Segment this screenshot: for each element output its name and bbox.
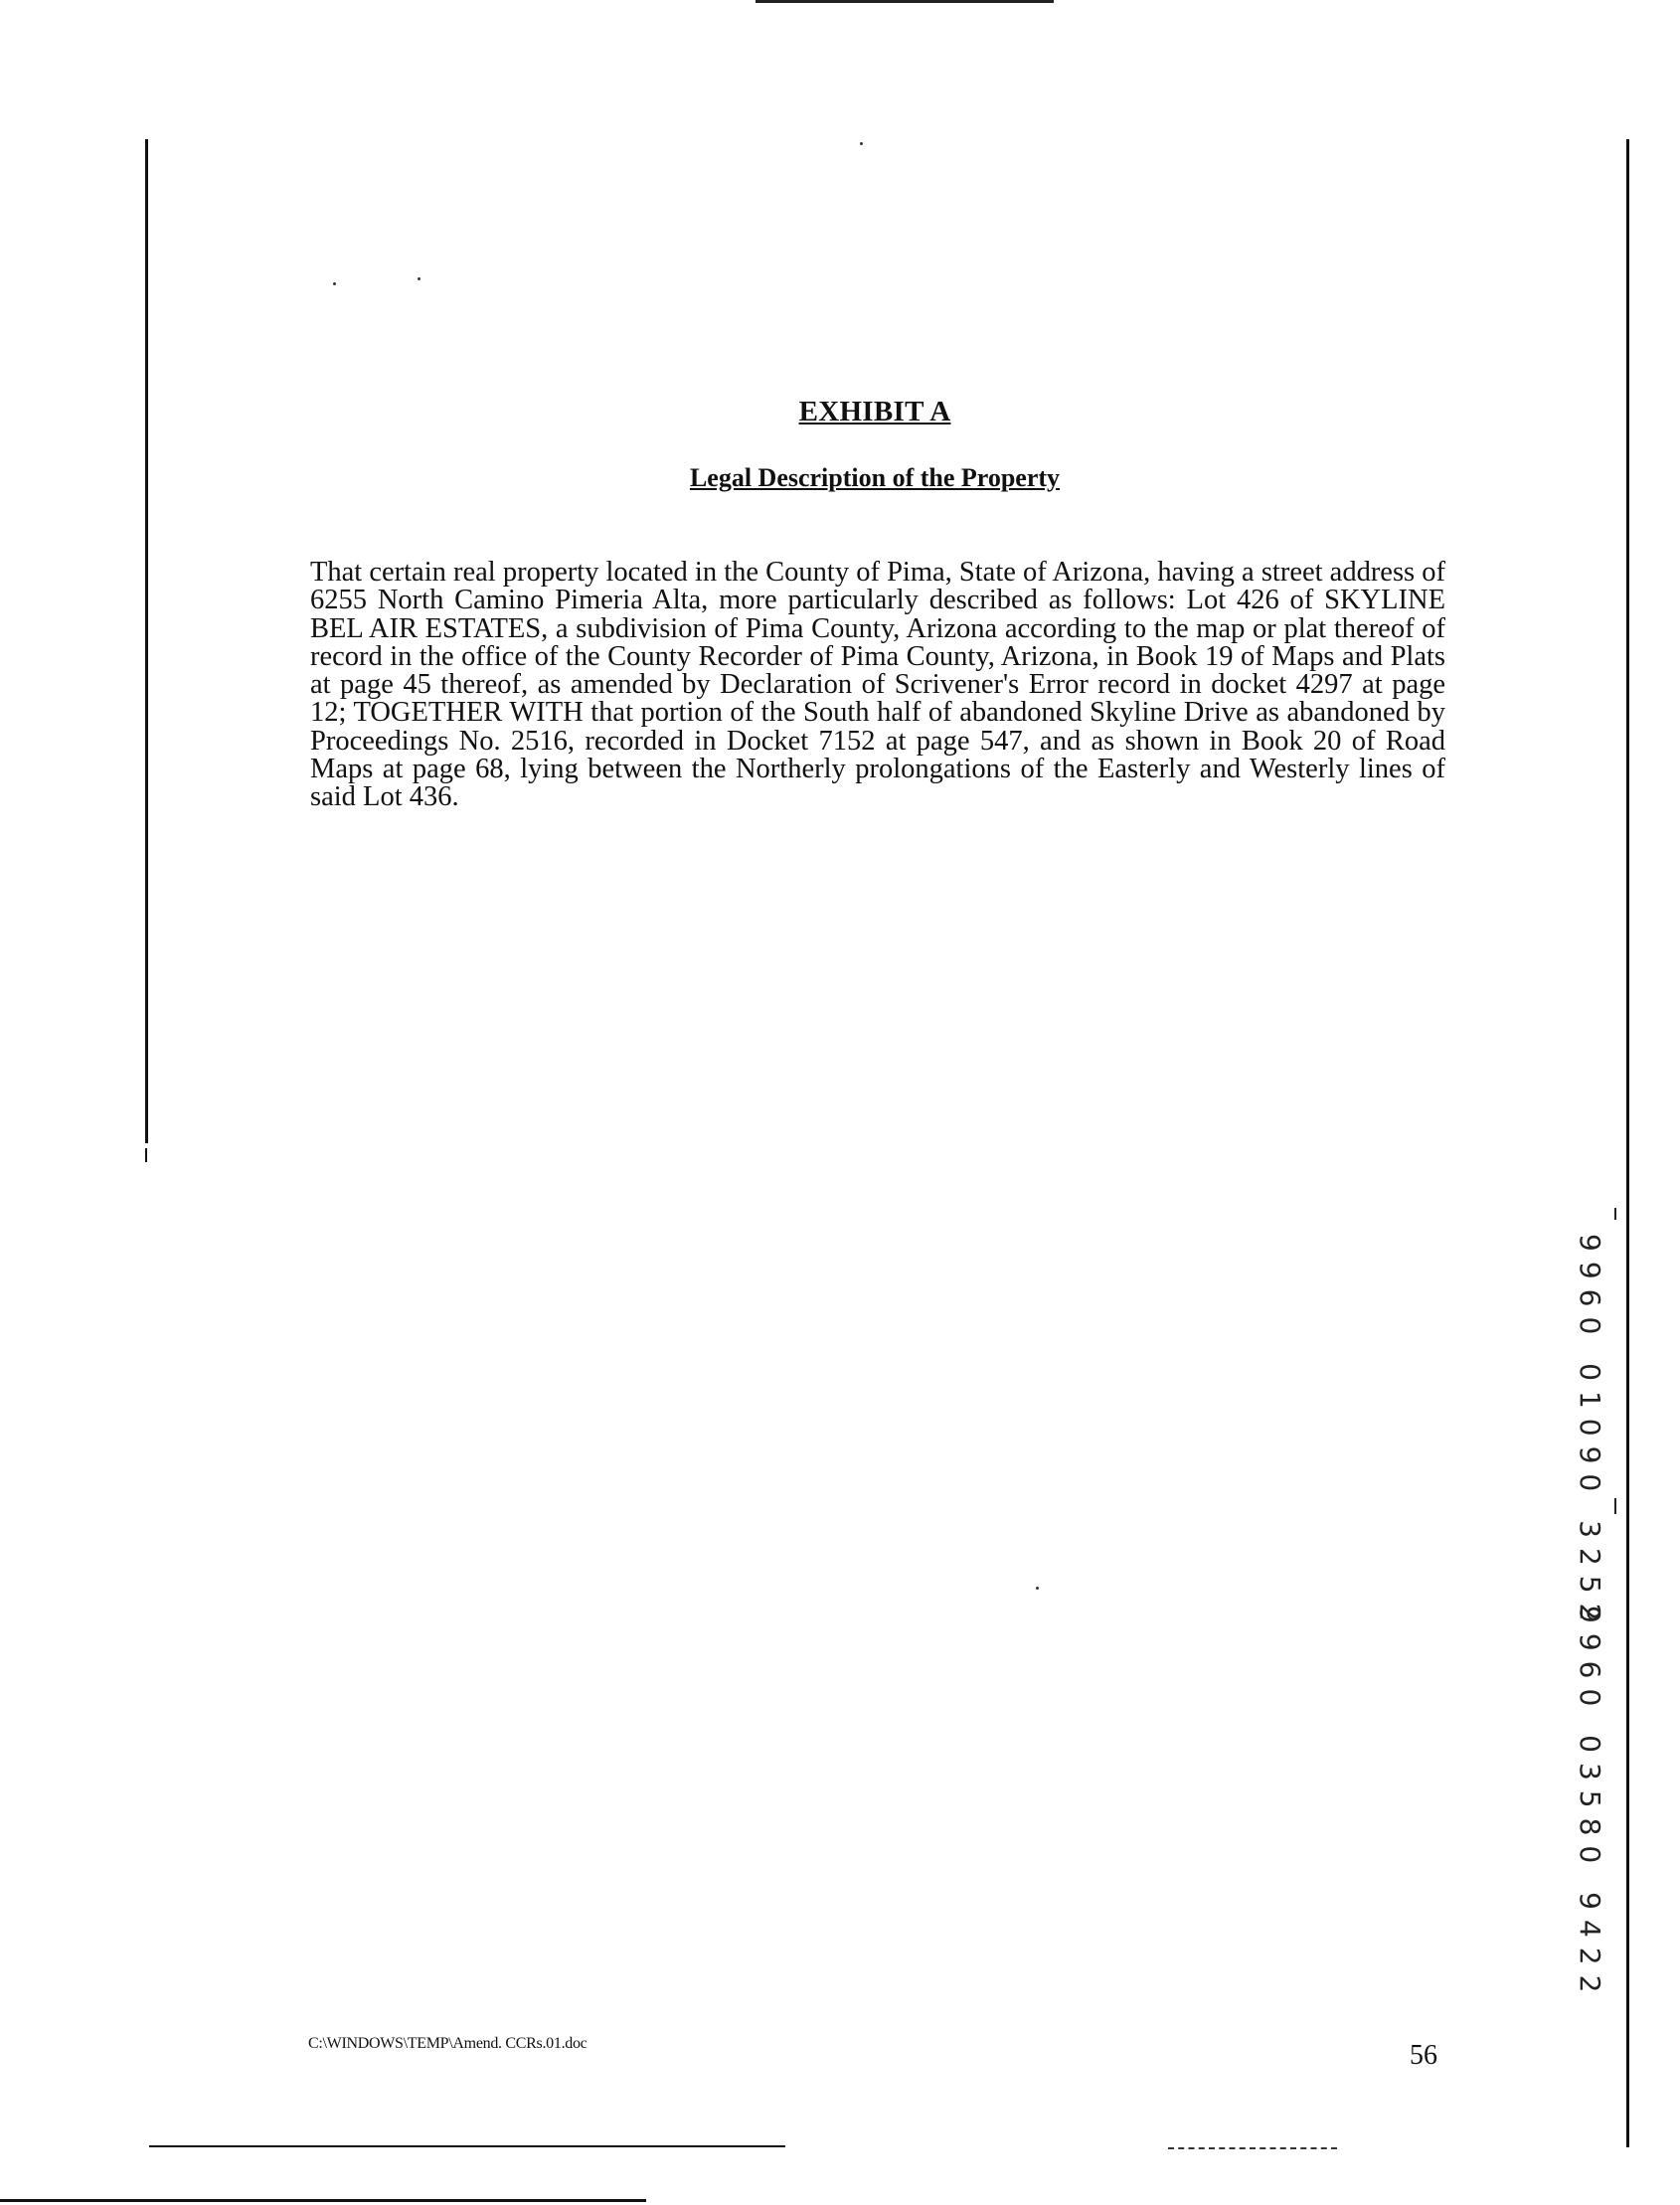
exhibit-subtitle: Legal Description of the Property bbox=[689, 463, 1061, 492]
recording-stamp-upper bbox=[1551, 1208, 1630, 1631]
footer-file-path: C:\WINDOWS\TEMP\Amend. CCRs.01.doc bbox=[308, 2035, 588, 2052]
scan-speck bbox=[860, 142, 863, 145]
scan-edge-bottom bbox=[0, 2199, 646, 2202]
stamp-leader-line bbox=[1614, 1498, 1616, 1514]
scan-speck bbox=[333, 282, 336, 285]
bottom-dashed-rule bbox=[1168, 2147, 1337, 2149]
scan-edge-top bbox=[756, 0, 1054, 3]
left-margin-rule bbox=[145, 139, 148, 1143]
recording-number-upper: 9960 01090 3252 bbox=[1574, 1234, 1606, 1631]
scan-speck bbox=[1036, 1587, 1039, 1590]
recording-stamp-lower bbox=[1551, 1606, 1630, 2003]
recording-number-lower: 9960 03580 9422 bbox=[1574, 1606, 1606, 2003]
left-margin-tick bbox=[145, 1148, 147, 1162]
bottom-rule bbox=[149, 2145, 785, 2147]
page-number: 56 bbox=[1410, 2040, 1437, 2071]
legal-description-paragraph: That certain real property located in the County of Pima, State of Arizona, having a street address of 6255 North Camino Pimeria Alta, more particularly described as follows: Lot 426 of SKYLINE BEL AIR ESTATES, a subdivision of Pima County, Arizona according to the map or plat thereof of record in the office of the County Recorder of Pima County, Arizona, in Book 19 of Maps and Plats at page 45 thereof, as amended by Declaration of Scrivener's Error record in docket 4297 at page 12; TOGETHER WITH that portion of the South half of abandoned Skyline Drive as abandoned by Proceedings No. 2516, recorded in Docket 7152 at page 547, and as shown in Book 20 of Road Maps at page 68, lying between the Northerly prolongations of the Easterly and Westerly lines of said Lot 436. bbox=[310, 557, 1446, 813]
exhibit-title: EXHIBIT A bbox=[798, 396, 951, 427]
scan-speck bbox=[418, 277, 420, 280]
stamp-leader-line bbox=[1614, 1208, 1616, 1220]
